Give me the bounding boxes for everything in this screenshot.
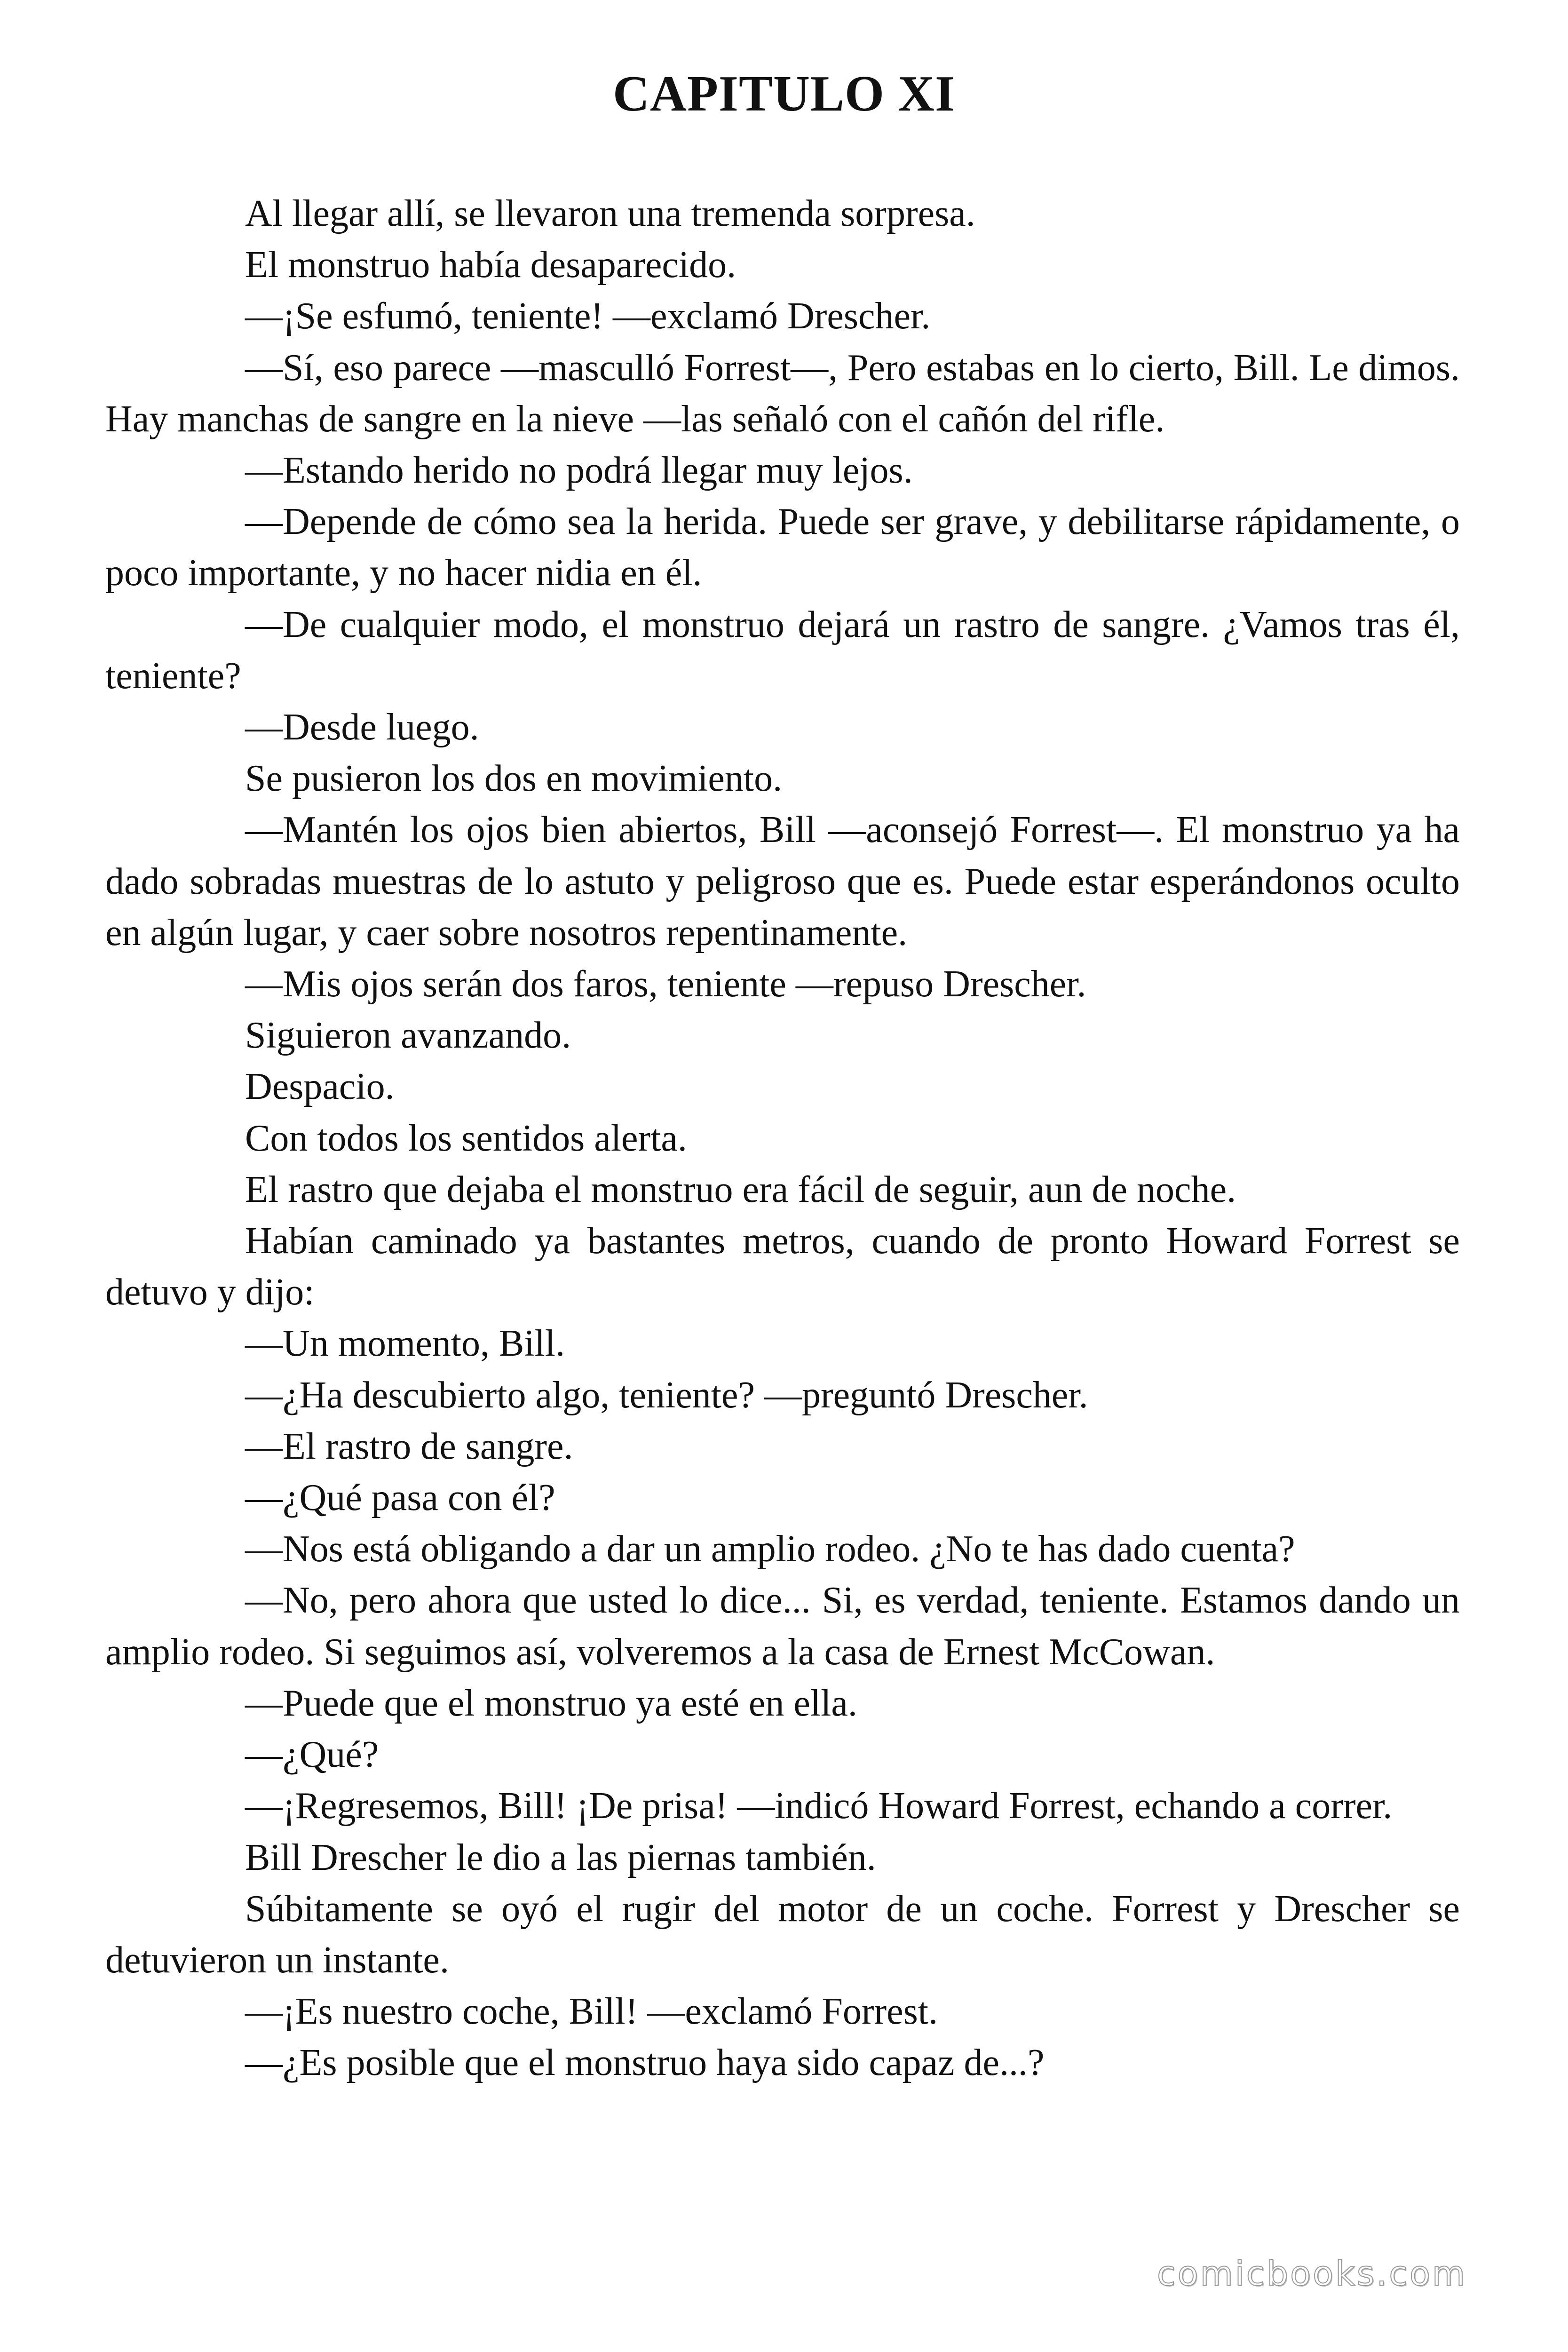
paragraph: —Mis ojos serán dos faros, teniente —repuso Drescher. [245,963,1086,1005]
paragraph: —El rastro de sangre. [245,1425,573,1467]
paragraph: El rastro que dejaba el monstruo era fácil de seguir, aun de noche. [245,1168,1236,1210]
paragraph: Al llegar allí, se llevaron una tremenda sorpresa. [245,193,975,234]
watermark: comicbooks.com [1157,2254,1467,2293]
paragraph: Bill Drescher le dio a las piernas también. [245,1836,876,1878]
paragraph: —¿Ha descubierto algo, teniente? —preguntó Drescher. [245,1374,1088,1416]
paragraph: —Estando herido no podrá llegar muy lejos. [245,450,913,492]
chapter-title: CAPITULO XI [612,66,956,122]
paragraph: —¿Es posible que el monstruo haya sido capaz de...? [245,2042,1045,2084]
paragraph: —Puede que el monstruo ya esté en ella. [245,1682,857,1724]
paragraph: —¡Es nuestro coche, Bill! —exclamó Forrest. [245,1991,938,2033]
paragraph: —¡Se esfumó, teniente! —exclamó Drescher. [245,295,931,337]
paragraph: —Desde luego. [245,707,479,748]
paragraph: —Mantén los ojos bien abiertos, Bill —aconsejó Forrest—. El monstruo ya ha dado sobradas muestras de lo astuto y peligroso que es. Puede estar esperándonos oculto en algún lugar, y caer sobre nosotros repentinamente. [105,809,1460,954]
paragraph: —No, pero ahora que usted lo dice... Si, es verdad, teniente. Estamos dando un amplio rodeo. Si seguimos así, volveremos a la casa de Ernest McCowan. [105,1580,1460,1673]
paragraph: —Nos está obligando a dar un amplio rodeo. ¿No te has dado cuenta? [245,1528,1295,1570]
paragraph: —Un momento, Bill. [245,1323,565,1365]
paragraph: —Depende de cómo sea la herida. Puede ser grave, y debilitarse rápidamente, o poco importante, y no hacer nidia en él. [105,501,1460,594]
paragraph: Despacio. [245,1066,395,1108]
paragraph: Se pusieron los dos en movimiento. [245,758,783,800]
paragraph: El monstruo había desaparecido. [245,244,736,286]
paragraph: —Sí, eso parece —masculló Forrest—, Pero estabas en lo cierto, Bill. Le dimos. Hay manchas de sangre en la nieve —las señaló con el cañón del rifle. [105,347,1460,440]
paragraph: —¿Qué pasa con él? [245,1477,555,1519]
paragraph: —¿Qué? [245,1734,379,1776]
paragraph: —¡Regresemos, Bill! ¡De prisa! —indicó Howard Forrest, echando a correr. [245,1785,1393,1827]
paragraph: Habían caminado ya bastantes metros, cuando de pronto Howard Forrest se detuvo y dijo: [105,1220,1460,1313]
paragraph: —De cualquier modo, el monstruo dejará un rastro de sangre. ¿Vamos tras él, teniente? [105,604,1460,697]
paragraph: Siguieron avanzando. [245,1015,571,1057]
paragraph: Súbitamente se oyó el rugir del motor de un coche. Forrest y Drescher se detuvieron un instante. [105,1888,1460,1981]
chapter-body [105,188,1460,2089]
paragraph: Con todos los sentidos alerta. [245,1117,687,1159]
